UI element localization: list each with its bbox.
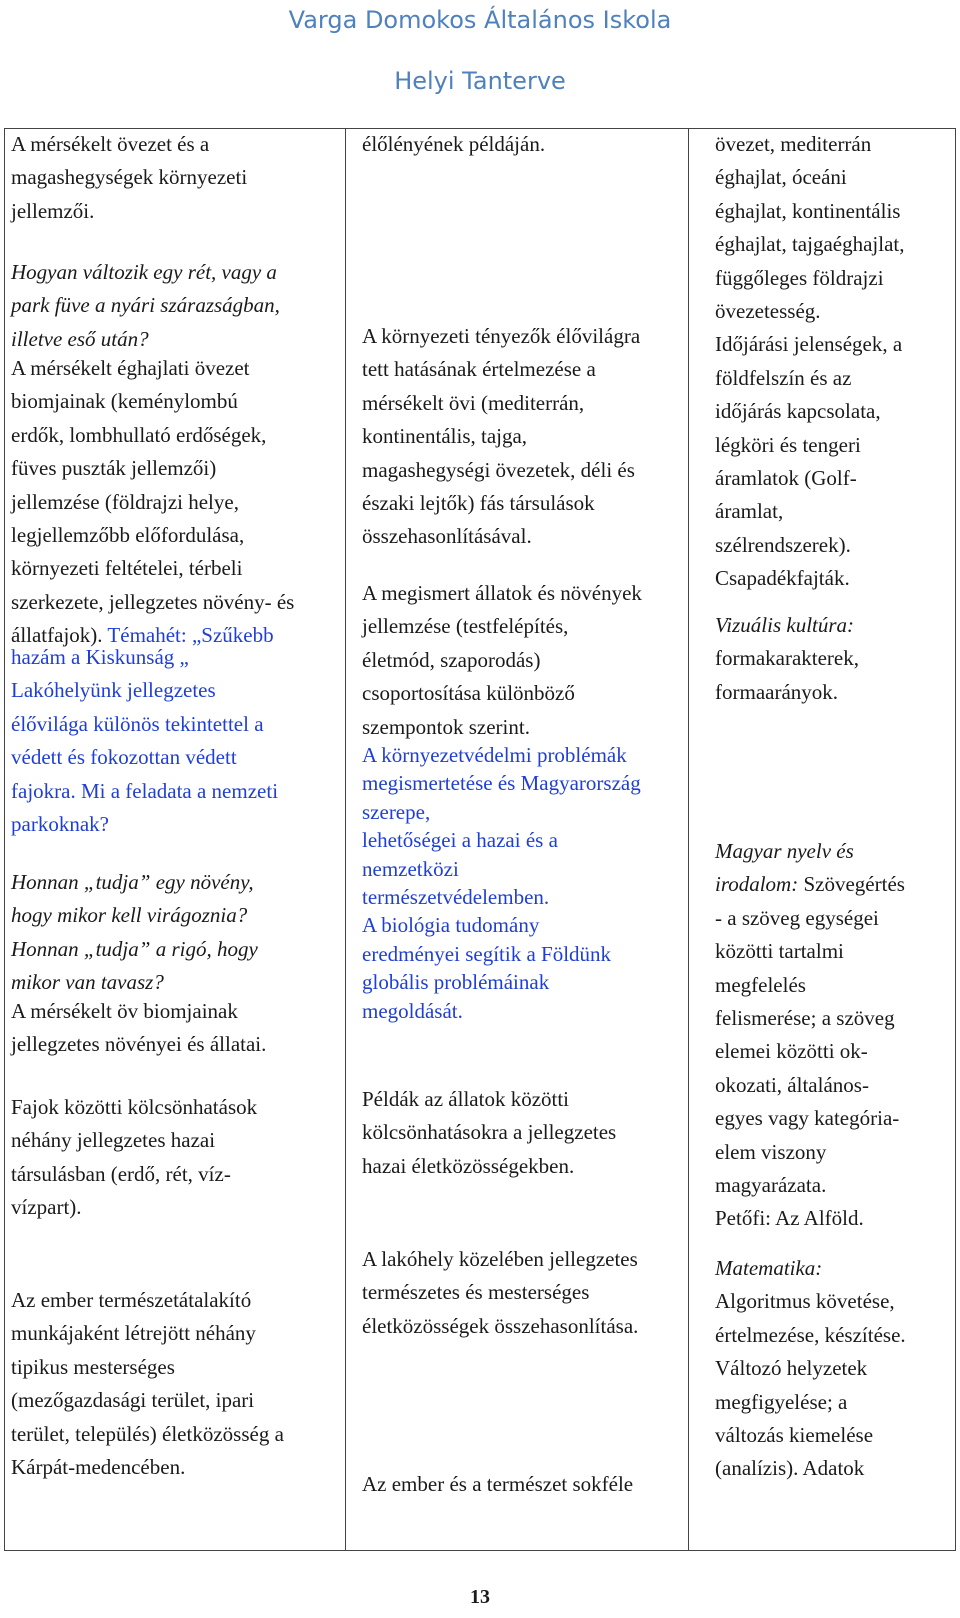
col3-mathematics: Matematika: Algoritmus követése, értelmezése, készítése. Változó helyzetek megfigyelése; a változás kiemelése (analízis). Adatok: [715, 1256, 906, 1481]
col1-theme-week-text: hazám a Kiskunság „ Lakóhelyünk jellegzetes élővilága különös tekintettel a védett és fokozottan védett fajokra. Mi a feladata a nemzeti parkoknak?: [11, 645, 279, 837]
col1-questions: Honnan „tudja” egy növény, hogy mikor kell virágoznia? Honnan „tudja” a rigó, hogy mikor van tavasz?: [11, 870, 258, 995]
subject-label: Matematika:: [715, 1256, 823, 1280]
col1-biome-plants: A mérsékelt öv biomjainak jellegzetes növényei és állatai.: [11, 999, 267, 1057]
col2-animals-plants: A megismert állatok és növények jellemzése (testfelépítés, életmód, szaporodás) csoportosítása különböző szempontok szerint.: [362, 581, 642, 739]
col3-geography-links: övezet, mediterrán éghajlat, óceáni éghajlat, kontinentális éghajlat, tajgaéghajlat, függőleges földrajzi övezetesség. Időjárási jelenségek, a földfelszín és az időjárás kapcsolata, légköri és tengeri áramlatok (Golf- áramlat, szélrendszerek). Csapadékfajták.: [715, 132, 905, 591]
col1-biomes-text: A mérsékelt éghajlati övezet biomjainak (keménylombú erdők, lombhullató erdőségek, füves puszták jellemzői) jellemzése (földrajzi helye, legjellemzőbb előfordulása, környezeti feltételei, térbeli szerkezete, jellegzetes növény- és állatfajok). Témahét: „Szűkebb: [11, 356, 295, 648]
col2-environmental-factors: A környezeti tényezők élővilágra tett hatásának értelmezése a mérsékelt övi (mediterrán, kontinentális, tajga, magashegységi övezetek, déli és északi lejtők) fás társulások összehasonlításával.: [362, 324, 641, 549]
document-subtitle: Helyi Tanterve: [394, 67, 566, 95]
col2-man-and-nature: Az ember és a természet sokféle: [362, 1472, 634, 1496]
school-name: Varga Domokos Általános Iskola: [288, 6, 672, 34]
col1-topic-heading: A mérsékelt övezet és a magashegységek környezeti jellemzői.: [11, 132, 248, 223]
subject-label: Vizuális kultúra:: [715, 613, 855, 637]
col2-local-communities: A lakóhely közelében jellegzetes természetes és mesterséges életközösségek összehasonlítása.: [362, 1247, 639, 1338]
col1-interactions: Fajok közötti kölcsönhatások néhány jellegzetes hazai társulásban (erdő, rét, víz- vízpart).: [11, 1095, 258, 1220]
page-number: 13: [470, 1586, 490, 1608]
col1-artificial-communities: Az ember természetátalakító munkájaként létrejött néhány tipikus mesterséges (mezőgazdasági terület, ipari terület, település) életközösség a Kárpát-medencében.: [11, 1288, 284, 1480]
curriculum-table: [4, 128, 956, 1551]
col3-literature: Magyar nyelv és irodalom: Szövegértés - a szöveg egységei közötti tartalmi megfelelés felismerése; a szöveg elemei közötti ok- okozati, általános- egyes vagy kategória- elem viszony magyarázata. Petőfi: Az Alföld.: [715, 839, 905, 1231]
col2-continuation: élőlényének példáján.: [362, 132, 546, 156]
col2-interaction-examples: Példák az állatok közötti kölcsönhatásokra a jellegzetes hazai életközösségekben.: [362, 1087, 617, 1178]
col1-question: Hogyan változik egy rét, vagy a park füve a nyári szárazságban, illetve eső után?: [11, 260, 280, 351]
subject-label: Magyar nyelv és irodalom:: [715, 839, 854, 897]
column-divider: [345, 129, 346, 1550]
theme-week-label: Témahét: „Szűkebb: [107, 623, 274, 648]
col2-environmental-protection: A környezetvédelmi problémák megismertetése és Magyarország szerepe, lehetőségei a hazai és a nemzetközi természetvédelemben. A biológia tudomány eredményei segítik a Földünk globális problémáinak megoldását.: [362, 743, 641, 1023]
col3-visual-culture: Vizuális kultúra: formakarakterek, formaarányok.: [715, 613, 859, 704]
column-divider: [688, 129, 689, 1550]
